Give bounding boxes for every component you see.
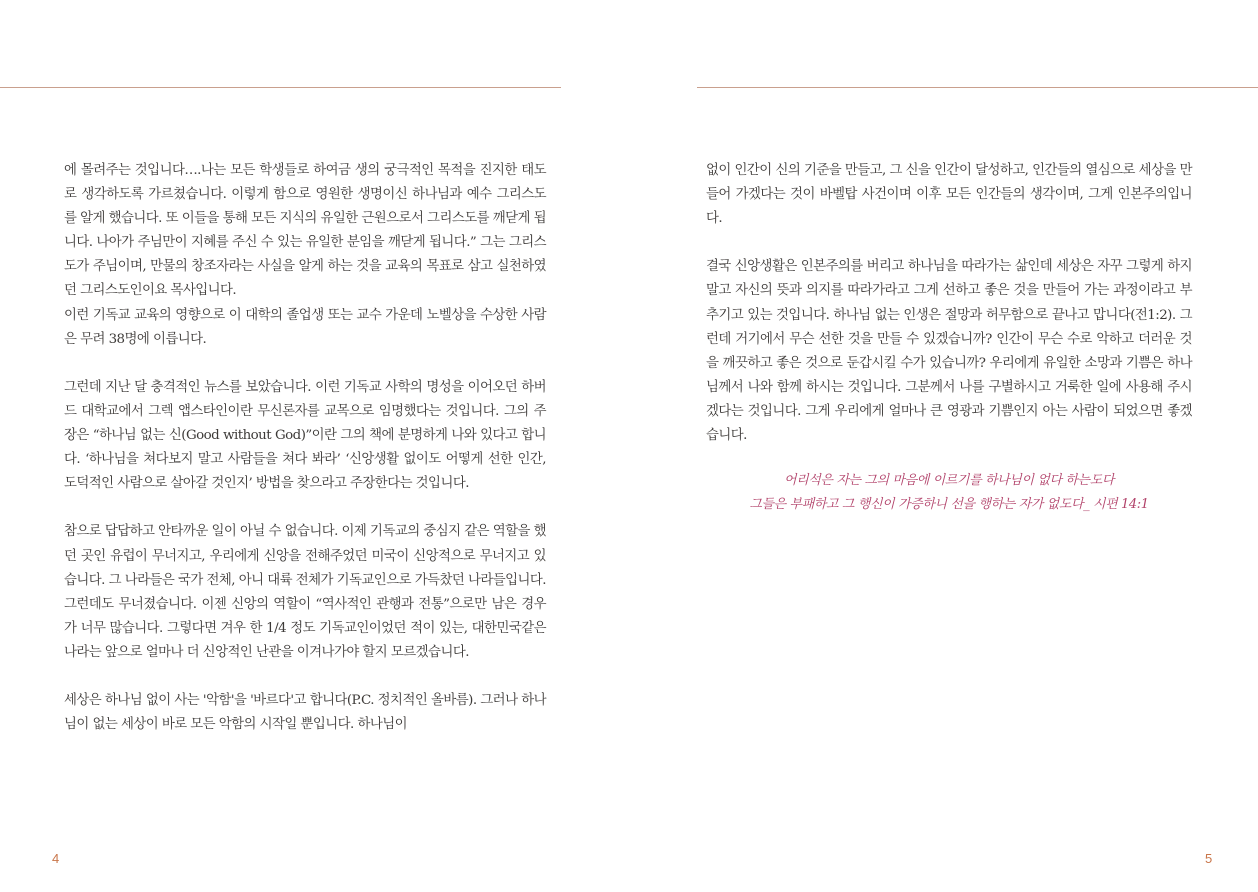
right-page (629, 0, 1258, 892)
page-number-left: 4 (52, 851, 60, 866)
bible-quote (706, 469, 1192, 517)
left-paragraph-3: 그런데 지난 달 충격적인 뉴스를 보았습니다. 이런 기독교 사학의 명성을 이어오던 하버드 대학교에서 그렉 앱스타인이란 무신론자를 교목으로 임명했다는 것입니다. 그의 주장은 “하나님 없는 신(Good without God)”이란 그의 책에 분명하게 나와 있다고 합니다. ‘하나님을 쳐다보지 말고 사람들을 쳐다 봐라’ ‘신앙생활 없이도 어떻게 선한 인간, 도덕적인 사람으로 살아갈 것인지’ 방법을 찾으라고 주장한다는 것입니다. (64, 379, 546, 492)
top-rule-right (697, 87, 1258, 88)
right-body-text (706, 159, 1192, 448)
right-paragraph-2: 결국 신앙생활은 인본주의를 버리고 하나님을 따라가는 삶인데 세상은 자꾸 그렇게 하지 말고 자신의 뜻과 의지를 따라가라고 그게 선하고 좋은 것을 만들어 가는 과정이라고 부추기고 있는 것입니다. 하나님 없는 인생은 절망과 허무함으로 끝나고 맙니다(전1:2). 그런데 거기에서 무슨 선한 것을 만들 수 있겠습니까? 인간이 무슨 수로 악하고 더러운 것을 깨끗하고 좋은 것으로 둔갑시킬 수가 있습니까? 우리에게 유일한 소망과 기쁨은 하나님께서 나와 함께 하시는 것입니다. 그분께서 나를 구별하시고 거룩한 일에 사용해 주시겠다는 것입니다. 그게 우리에게 얼마나 큰 영광과 기쁨인지 아는 사람이 되었으면 좋겠습니다. (706, 259, 1192, 444)
left-paragraph-1: 에 몰려주는 것입니다….나는 모든 학생들로 하여금 생의 궁극적인 목적을 진지한 태도로 생각하도록 가르쳤습니다. 이렇게 함으로 영원한 생명이신 하나님과 예수 그리스도를 알게 했습니다. 또 이들을 통해 모든 지식의 유일한 근원으로서 그리스도를 깨닫게 됩니다. 나아가 주님만이 지혜를 주신 수 있는 유일한 분임을 깨닫게 됩니다.” 그는 그리스도가 주님이며, 만물의 창조자라는 사실을 알게 하는 것을 교육의 목표로 삼고 실천하였던 그리스도인이요 목사입니다. (64, 163, 546, 299)
quote-line-2: 그들은 부패하고 그 행신이 가증하니 선을 행하는 자가 없도다_ 시편 14:1 (749, 497, 1149, 512)
top-rule-left (0, 87, 561, 88)
left-body-text (64, 159, 546, 737)
left-paragraph-4: 참으로 답답하고 안타까운 일이 아닐 수 없습니다. 이제 기독교의 중심지 같은 역할을 했던 곳인 유럽이 무너지고, 우리에게 신앙을 전해주었던 미국이 신앙적으로 무너지고 있습니다. 그 나라들은 국가 전체, 아니 대륙 전체가 기독교인으로 가득찼던 나라들입니다. 그런데도 무너졌습니다. 이젠 신앙의 역할이 “역사적인 관행과 전통”으로만 남은 경우가 너무 많습니다. 그렇다면 겨우 한 1/4 정도 기독교인이었던 적이 있는, 대한민국같은 나라는 앞으로 얼마나 더 신앙적인 난관을 이겨나가야 할지 모르겠습니다. (64, 524, 546, 660)
page-number-right: 5 (1205, 851, 1213, 866)
left-paragraph-5: 세상은 하나님 없이 사는 '악함'을 '바르다'고 합니다(P.C. 정치적인 올바름). 그러나 하나님이 없는 세상이 바로 모든 악함의 시작일 뿐입니다. 하나님이 (64, 693, 546, 733)
left-paragraph-2: 이런 기독교 교육의 영향으로 이 대학의 졸업생 또는 교수 가운데 노벨상을 수상한 사람은 무려 38명에 이릅니다. (64, 307, 546, 347)
quote-line-1: 어리석은 자는 그의 마음에 이르기를 하나님이 없다 하는도다 (783, 473, 1115, 488)
right-paragraph-1: 없이 인간이 신의 기준을 만들고, 그 신을 인간이 달성하고, 인간들의 열심으로 세상을 만들어 가겠다는 것이 바벨탑 사건이며 이후 모든 인간들의 생각이며, 그게 인본주의입니다. (706, 163, 1192, 227)
